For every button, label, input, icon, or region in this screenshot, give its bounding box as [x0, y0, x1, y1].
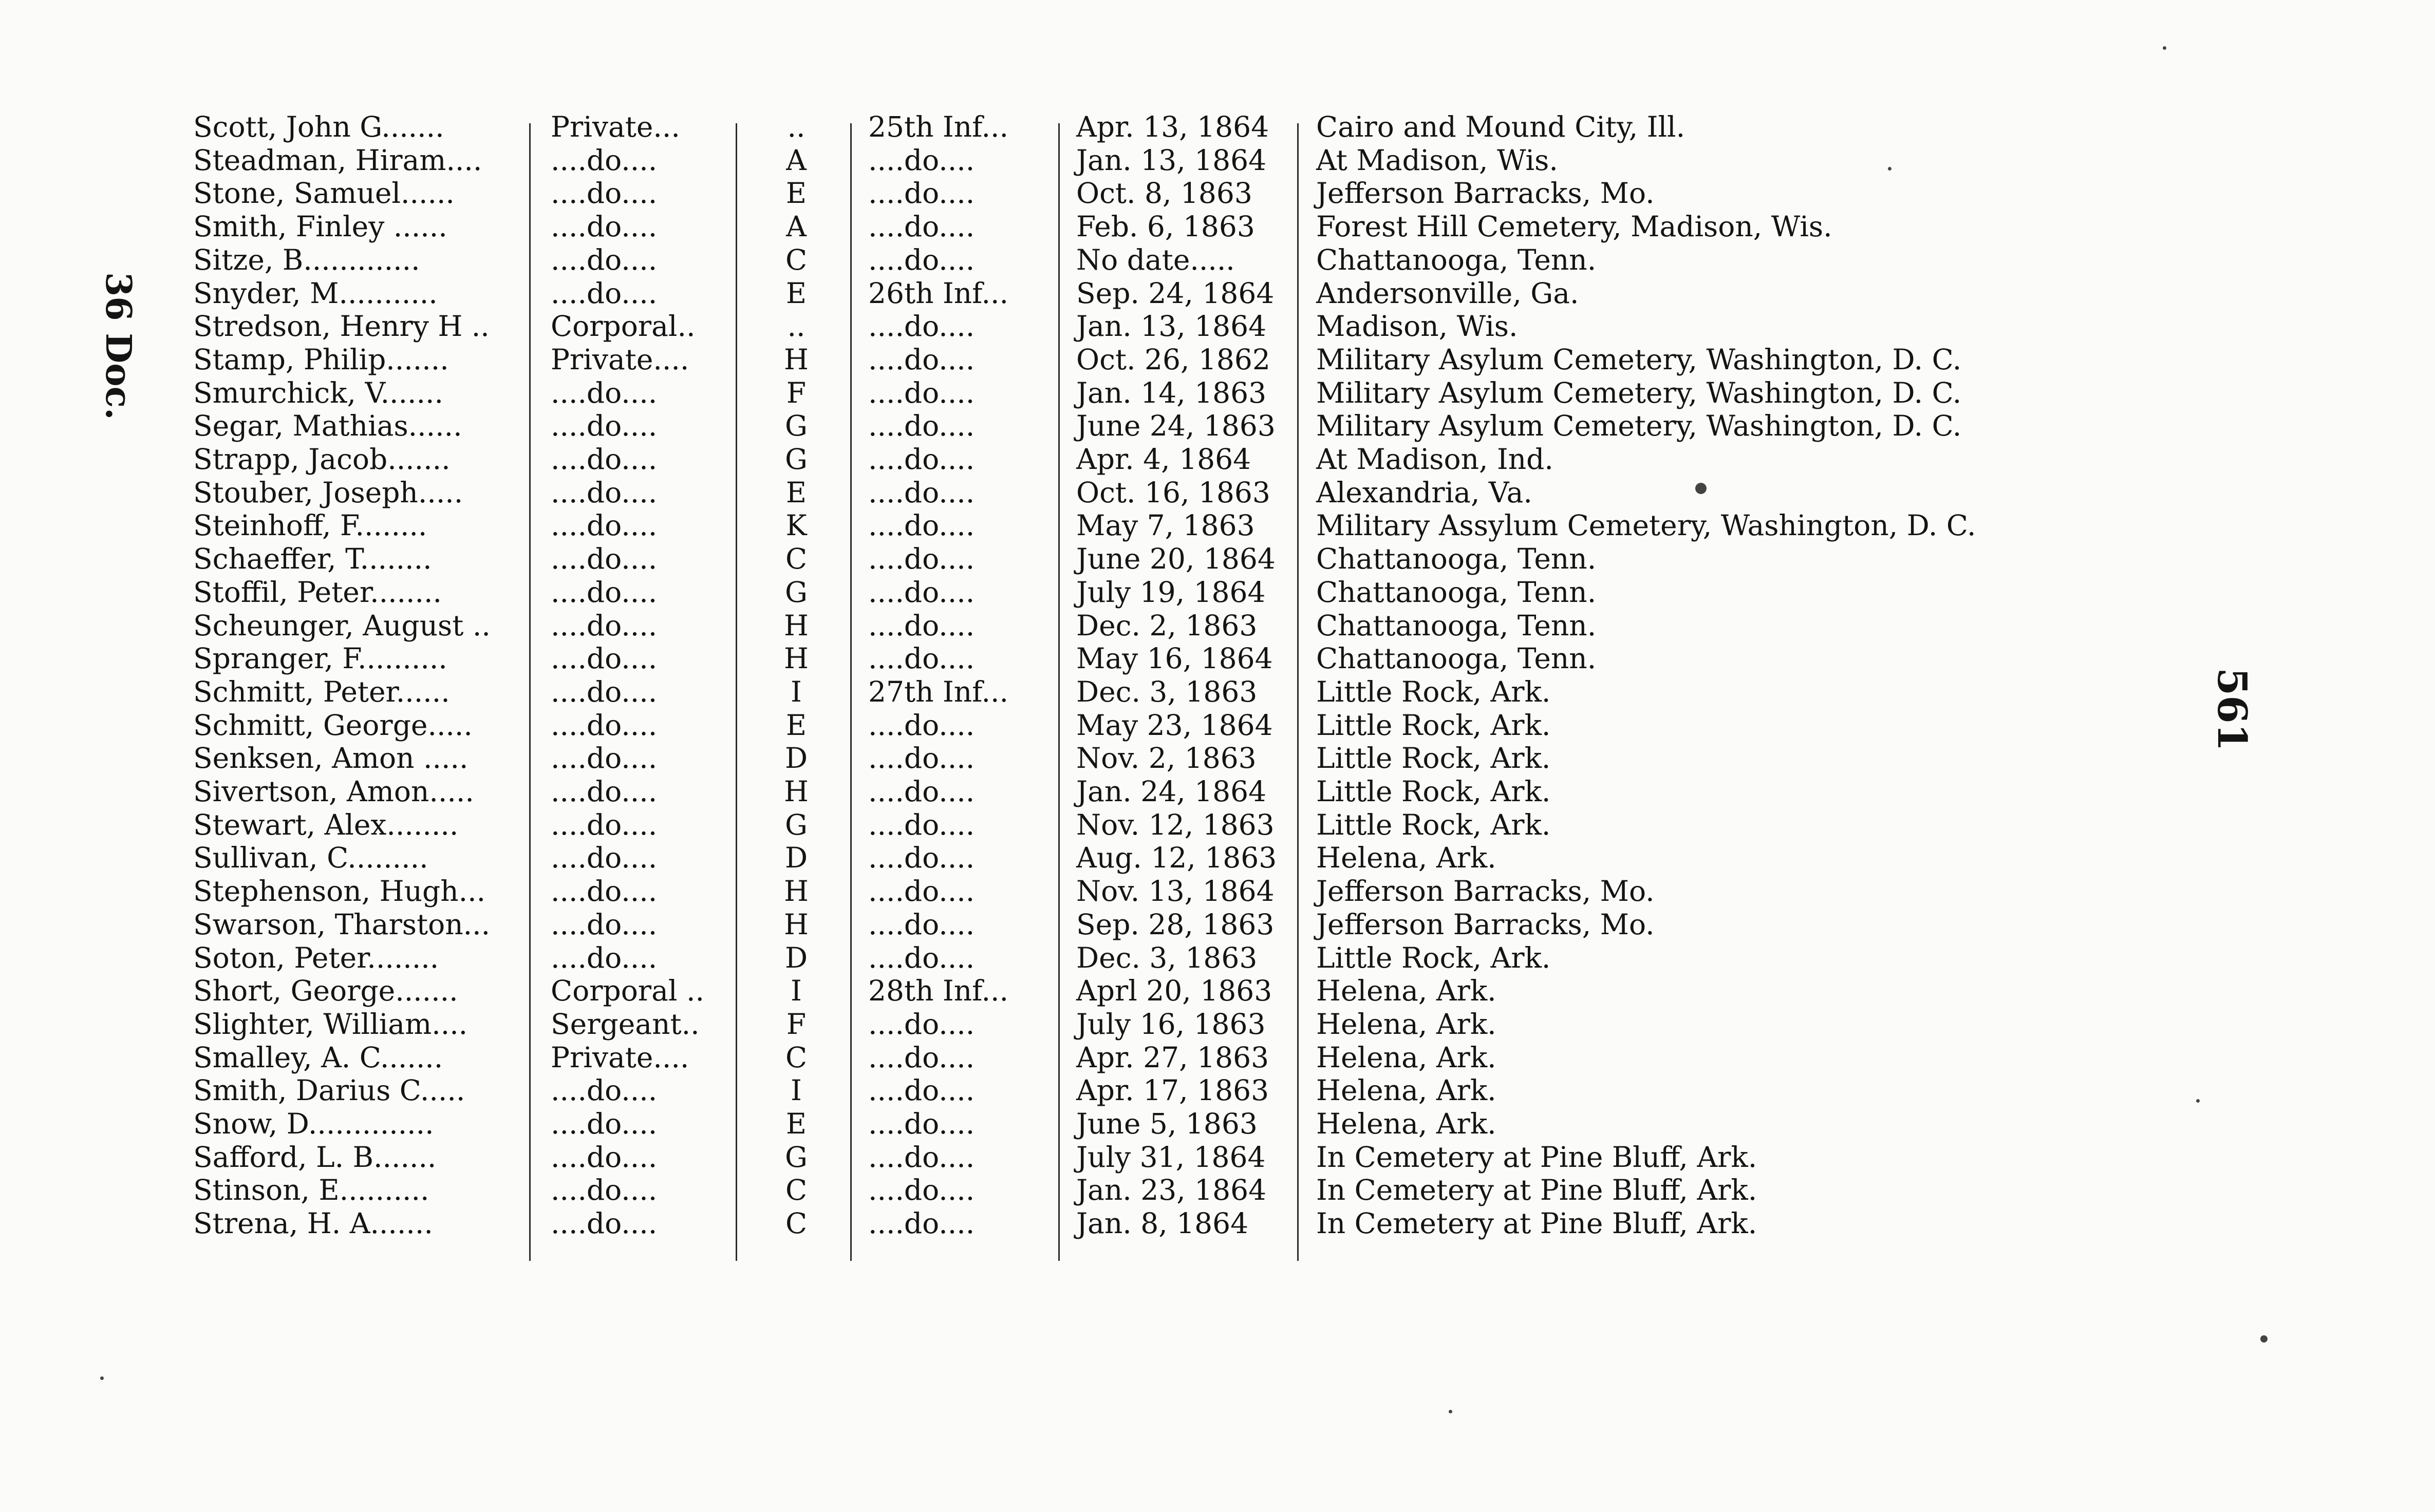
- cell-company: H: [784, 875, 809, 908]
- cell-place: Madison, Wis.: [1316, 310, 1518, 343]
- cell-company: G: [785, 1140, 808, 1174]
- cell-name: Snow, D..............: [193, 1107, 434, 1140]
- cell-name: Smurchick, V.......: [193, 376, 443, 409]
- cell-regiment: ....do....: [868, 1041, 975, 1074]
- table-row: [0, 1207, 2158, 1240]
- cell-regiment: ....do....: [868, 775, 975, 808]
- table-row: [0, 177, 2158, 210]
- cell-name: Steinhoff, F........: [193, 509, 427, 542]
- cell-company: ..: [787, 310, 806, 343]
- cell-place: In Cemetery at Pine Bluff, Ark.: [1316, 1174, 1757, 1207]
- cell-rank: ....do....: [551, 1140, 658, 1174]
- cell-company: C: [785, 1041, 808, 1074]
- cell-name: Snyder, M...........: [193, 276, 438, 310]
- cell-date: May 7, 1863: [1076, 509, 1255, 542]
- cell-regiment: ....do....: [868, 742, 975, 775]
- table-row: [0, 277, 2158, 310]
- cell-date: Dec. 2, 1863: [1076, 609, 1258, 642]
- table-row: [0, 908, 2158, 941]
- cell-regiment: ....do....: [868, 841, 975, 875]
- cell-rank: ....do....: [551, 210, 658, 243]
- cell-rank: ....do....: [551, 476, 658, 509]
- cell-name: Safford, L. B.......: [193, 1140, 437, 1174]
- table-row: [0, 709, 2158, 742]
- cell-company: E: [785, 276, 807, 310]
- table-row: [0, 409, 2158, 443]
- cell-rank: ....do....: [551, 443, 658, 476]
- table-row: [0, 542, 2158, 576]
- cell-name: Senksen, Amon .....: [193, 742, 469, 775]
- cell-place: At Madison, Wis.: [1316, 143, 1558, 177]
- cell-place: Military Assylum Cemetery, Washington, D. C.: [1316, 509, 1976, 542]
- cell-date: Feb. 6, 1863: [1076, 210, 1255, 243]
- cell-date: July 16, 1863: [1076, 1007, 1266, 1041]
- cell-regiment: ....do....: [868, 908, 975, 941]
- cell-name: Stephenson, Hugh...: [193, 875, 486, 908]
- cell-regiment: 26th Inf...: [868, 276, 1008, 310]
- table-row: [0, 110, 2158, 144]
- cell-rank: ....do....: [551, 1174, 658, 1207]
- cell-name: Stewart, Alex........: [193, 808, 459, 841]
- cell-regiment: ....do....: [868, 941, 975, 974]
- cell-rank: Private....: [551, 343, 689, 376]
- cell-company: C: [785, 243, 808, 276]
- table-row: [0, 310, 2158, 343]
- cell-place: Military Asylum Cemetery, Washington, D. C.: [1316, 376, 1962, 409]
- cell-rank: ....do....: [551, 941, 658, 974]
- cell-name: Stredson, Henry H ..: [193, 310, 490, 343]
- table-row: [0, 775, 2158, 808]
- cell-place: Jefferson Barracks, Mo.: [1316, 908, 1655, 941]
- cell-regiment: ....do....: [868, 1207, 975, 1240]
- table-row: [0, 509, 2158, 542]
- cell-date: No date.....: [1076, 243, 1235, 276]
- cell-regiment: ....do....: [868, 177, 975, 210]
- cell-date: Oct. 16, 1863: [1076, 476, 1270, 509]
- cell-name: Stinson, E..........: [193, 1174, 429, 1207]
- table-row: [0, 742, 2158, 775]
- cell-rank: ....do....: [551, 575, 658, 609]
- cell-company: A: [786, 210, 807, 243]
- cell-name: Scheunger, August ..: [193, 609, 491, 642]
- cell-rank: ....do....: [551, 841, 658, 875]
- cell-place: Jefferson Barracks, Mo.: [1316, 177, 1655, 210]
- cell-rank: ....do....: [551, 542, 658, 576]
- cell-company: H: [784, 609, 809, 642]
- cell-company: C: [785, 1207, 808, 1240]
- cell-date: June 20, 1864: [1076, 542, 1276, 576]
- cell-place: Helena, Ark.: [1316, 841, 1496, 875]
- cell-regiment: ....do....: [868, 1174, 975, 1207]
- cell-company: E: [785, 177, 807, 210]
- cell-place: Cairo and Mound City, Ill.: [1316, 110, 1685, 143]
- table-row: [0, 675, 2158, 709]
- cell-company: E: [785, 476, 807, 509]
- table-row: [0, 243, 2158, 277]
- cell-rank: ....do....: [551, 708, 658, 742]
- cell-name: Strena, H. A.......: [193, 1207, 433, 1240]
- ink-speck: [2260, 1335, 2268, 1343]
- cell-rank: ....do....: [551, 276, 658, 310]
- cell-company: I: [791, 974, 802, 1008]
- cell-name: Swarson, Tharston...: [193, 908, 491, 941]
- cell-date: Apr. 17, 1863: [1076, 1074, 1269, 1107]
- cell-rank: Private....: [551, 1041, 689, 1074]
- cell-date: July 19, 1864: [1076, 575, 1266, 609]
- cell-company: G: [785, 575, 808, 609]
- table-row: [0, 476, 2158, 509]
- table-row: [0, 642, 2158, 675]
- cell-name: Sivertson, Amon.....: [193, 775, 474, 808]
- cell-place: Military Asylum Cemetery, Washington, D. C.: [1316, 409, 1962, 443]
- cell-place: Little Rock, Ark.: [1316, 808, 1551, 841]
- cell-rank: ....do....: [551, 908, 658, 941]
- cell-rank: ....do....: [551, 177, 658, 210]
- cell-company: H: [784, 642, 809, 675]
- cell-date: Nov. 2, 1863: [1076, 742, 1257, 775]
- cell-company: C: [785, 542, 808, 576]
- table-row: [0, 210, 2158, 243]
- cell-company: I: [791, 675, 802, 708]
- cell-name: Smith, Darius C.....: [193, 1074, 465, 1107]
- cell-regiment: ....do....: [868, 243, 975, 276]
- cell-name: Schaeffer, T........: [193, 542, 432, 576]
- cell-company: K: [785, 509, 807, 542]
- cell-regiment: ....do....: [868, 443, 975, 476]
- cell-regiment: ....do....: [868, 310, 975, 343]
- cell-date: Sep. 28, 1863: [1076, 908, 1275, 941]
- cell-regiment: ....do....: [868, 575, 975, 609]
- cell-company: D: [784, 941, 808, 974]
- cell-company: D: [784, 841, 808, 875]
- cell-rank: ....do....: [551, 509, 658, 542]
- cell-regiment: ....do....: [868, 808, 975, 841]
- cell-date: Aug. 12, 1863: [1076, 841, 1277, 875]
- cell-rank: ....do....: [551, 675, 658, 708]
- cell-name: Segar, Mathias......: [193, 409, 462, 443]
- cell-date: Jan. 13, 1864: [1076, 310, 1267, 343]
- table-row: [0, 941, 2158, 975]
- cell-date: Apr. 13, 1864: [1076, 110, 1269, 143]
- cell-date: July 31, 1864: [1076, 1140, 1266, 1174]
- cell-rank: ....do....: [551, 742, 658, 775]
- cell-place: At Madison, Ind.: [1316, 443, 1553, 476]
- table-row: [0, 875, 2158, 908]
- table-row: [0, 841, 2158, 875]
- cell-regiment: ....do....: [868, 210, 975, 243]
- cell-regiment: ....do....: [868, 343, 975, 376]
- cell-rank: ....do....: [551, 1074, 658, 1107]
- cell-place: Helena, Ark.: [1316, 1107, 1496, 1140]
- cell-date: Jan. 14, 1863: [1076, 376, 1267, 409]
- cell-date: Apr. 27, 1863: [1076, 1041, 1269, 1074]
- cell-company: D: [784, 742, 808, 775]
- cell-company: H: [784, 908, 809, 941]
- cell-name: Smith, Finley ......: [193, 210, 447, 243]
- document-reference: 36 Doc.: [98, 272, 139, 420]
- cell-name: Scott, John G.......: [193, 110, 444, 143]
- cell-name: Slighter, William....: [193, 1007, 468, 1041]
- cell-rank: ....do....: [551, 808, 658, 841]
- cell-place: Helena, Ark.: [1316, 1074, 1496, 1107]
- cell-company: G: [785, 443, 808, 476]
- cell-company: H: [784, 343, 809, 376]
- cell-date: Jan. 24, 1864: [1076, 775, 1267, 808]
- table-row: [0, 1107, 2158, 1141]
- cell-name: Stouber, Joseph.....: [193, 476, 463, 509]
- cell-company: I: [791, 1074, 802, 1107]
- cell-name: Sitze, B.............: [193, 243, 420, 276]
- ink-speck: [1449, 1410, 1452, 1413]
- cell-rank: ....do....: [551, 775, 658, 808]
- cell-regiment: ....do....: [868, 143, 975, 177]
- cell-place: Jefferson Barracks, Mo.: [1316, 875, 1655, 908]
- cell-date: Sep. 24, 1864: [1076, 276, 1275, 310]
- cell-rank: Corporal..: [551, 310, 696, 343]
- cell-place: Andersonville, Ga.: [1316, 276, 1579, 310]
- cell-company: ..: [787, 110, 806, 143]
- cell-name: Steadman, Hiram....: [193, 143, 482, 177]
- cell-rank: ....do....: [551, 409, 658, 443]
- cell-rank: ....do....: [551, 243, 658, 276]
- cell-company: E: [785, 1107, 807, 1140]
- cell-date: June 5, 1863: [1076, 1107, 1258, 1140]
- cell-date: Jan. 13, 1864: [1076, 143, 1267, 177]
- cell-name: Sullivan, C.........: [193, 841, 428, 875]
- cell-place: Little Rock, Ark.: [1316, 742, 1551, 775]
- cell-place: Chattanooga, Tenn.: [1316, 243, 1597, 276]
- cell-name: Smalley, A. C.......: [193, 1041, 443, 1074]
- table-row: [0, 376, 2158, 410]
- cell-place: Alexandria, Va.: [1316, 476, 1532, 509]
- cell-rank: Corporal ..: [551, 974, 704, 1008]
- cell-name: Short, George.......: [193, 974, 458, 1008]
- table-row: [0, 443, 2158, 476]
- cell-date: June 24, 1863: [1076, 409, 1276, 443]
- cell-place: Little Rock, Ark.: [1316, 675, 1551, 708]
- table-row: [0, 1041, 2158, 1074]
- cell-name: Stone, Samuel......: [193, 177, 455, 210]
- cell-date: Aprl 20, 1863: [1076, 974, 1272, 1008]
- table-row: [0, 576, 2158, 609]
- cell-place: Little Rock, Ark.: [1316, 775, 1551, 808]
- cell-name: Spranger, F..........: [193, 642, 447, 675]
- cell-date: Oct. 26, 1862: [1076, 343, 1270, 376]
- cell-regiment: 28th Inf...: [868, 974, 1008, 1008]
- cell-rank: ....do....: [551, 1107, 658, 1140]
- cell-regiment: ....do....: [868, 642, 975, 675]
- cell-name: Stamp, Philip.......: [193, 343, 449, 376]
- table-row: [0, 808, 2158, 842]
- cell-name: Schmitt, George.....: [193, 708, 473, 742]
- cell-place: Helena, Ark.: [1316, 1041, 1496, 1074]
- table-row: [0, 1074, 2158, 1107]
- cell-company: F: [786, 376, 807, 409]
- cell-rank: ....do....: [551, 875, 658, 908]
- cell-name: Strapp, Jacob.......: [193, 443, 451, 476]
- cell-place: Little Rock, Ark.: [1316, 941, 1551, 974]
- cell-place: Helena, Ark.: [1316, 1007, 1496, 1041]
- cell-regiment: ....do....: [868, 409, 975, 443]
- cell-company: H: [784, 775, 809, 808]
- cell-date: Jan. 23, 1864: [1076, 1174, 1267, 1207]
- cell-place: Chattanooga, Tenn.: [1316, 642, 1597, 675]
- cell-regiment: ....do....: [868, 1007, 975, 1041]
- cell-name: Soton, Peter........: [193, 941, 439, 974]
- cell-date: Dec. 3, 1863: [1076, 675, 1258, 708]
- cell-place: Little Rock, Ark.: [1316, 708, 1551, 742]
- cell-regiment: ....do....: [868, 542, 975, 576]
- cell-rank: ....do....: [551, 642, 658, 675]
- cell-rank: ....do....: [551, 609, 658, 642]
- cell-place: Helena, Ark.: [1316, 974, 1496, 1008]
- ink-speck: [2163, 46, 2166, 50]
- ink-speck: [100, 1376, 104, 1380]
- cell-place: Chattanooga, Tenn.: [1316, 542, 1597, 576]
- cell-company: C: [785, 1174, 808, 1207]
- cell-date: Jan. 8, 1864: [1076, 1207, 1249, 1240]
- cell-regiment: ....do....: [868, 875, 975, 908]
- cell-date: May 23, 1864: [1076, 708, 1273, 742]
- cell-date: May 16, 1864: [1076, 642, 1273, 675]
- cell-regiment: ....do....: [868, 476, 975, 509]
- cell-place: In Cemetery at Pine Bluff, Ark.: [1316, 1140, 1757, 1174]
- cell-regiment: ....do....: [868, 509, 975, 542]
- cell-date: Apr. 4, 1864: [1076, 443, 1251, 476]
- cell-regiment: ....do....: [868, 1140, 975, 1174]
- cell-date: Nov. 12, 1863: [1076, 808, 1275, 841]
- cell-regiment: 27th Inf...: [868, 675, 1008, 708]
- cell-rank: ....do....: [551, 1207, 658, 1240]
- table-row: [0, 609, 2158, 642]
- cell-place: In Cemetery at Pine Bluff, Ark.: [1316, 1207, 1757, 1240]
- cell-place: Chattanooga, Tenn.: [1316, 575, 1597, 609]
- cell-regiment: ....do....: [868, 376, 975, 409]
- cell-regiment: ....do....: [868, 1107, 975, 1140]
- page-number: 561: [2208, 668, 2255, 751]
- cell-regiment: ....do....: [868, 1074, 975, 1107]
- cell-date: Dec. 3, 1863: [1076, 941, 1258, 974]
- table-row: [0, 1174, 2158, 1207]
- cell-company: G: [785, 409, 808, 443]
- cell-regiment: ....do....: [868, 708, 975, 742]
- ink-spot: [1695, 483, 1707, 494]
- cell-regiment: 25th Inf...: [868, 110, 1008, 143]
- cell-place: Chattanooga, Tenn.: [1316, 609, 1597, 642]
- cell-rank: ....do....: [551, 376, 658, 409]
- cell-company: G: [785, 808, 808, 841]
- ink-speck: [2196, 1099, 2200, 1103]
- cell-company: F: [786, 1007, 807, 1041]
- cell-rank: ....do....: [551, 143, 658, 177]
- table-row: [0, 974, 2158, 1008]
- table-row: [0, 144, 2158, 177]
- cell-company: A: [786, 143, 807, 177]
- cell-regiment: ....do....: [868, 609, 975, 642]
- cell-date: Nov. 13, 1864: [1076, 875, 1275, 908]
- cell-name: Stoffil, Peter........: [193, 575, 442, 609]
- cell-company: E: [785, 708, 807, 742]
- table-row: [0, 1141, 2158, 1174]
- cell-rank: Sergeant..: [551, 1007, 700, 1041]
- table-row: [0, 343, 2158, 376]
- cell-place: Forest Hill Cemetery, Madison, Wis.: [1316, 210, 1832, 243]
- cell-rank: Private...: [551, 110, 680, 143]
- cell-name: Schmitt, Peter......: [193, 675, 450, 708]
- cell-date: Oct. 8, 1863: [1076, 177, 1252, 210]
- cell-place: Military Asylum Cemetery, Washington, D. C.: [1316, 343, 1962, 376]
- ink-speck: [1888, 167, 1891, 171]
- table-row: [0, 1008, 2158, 1041]
